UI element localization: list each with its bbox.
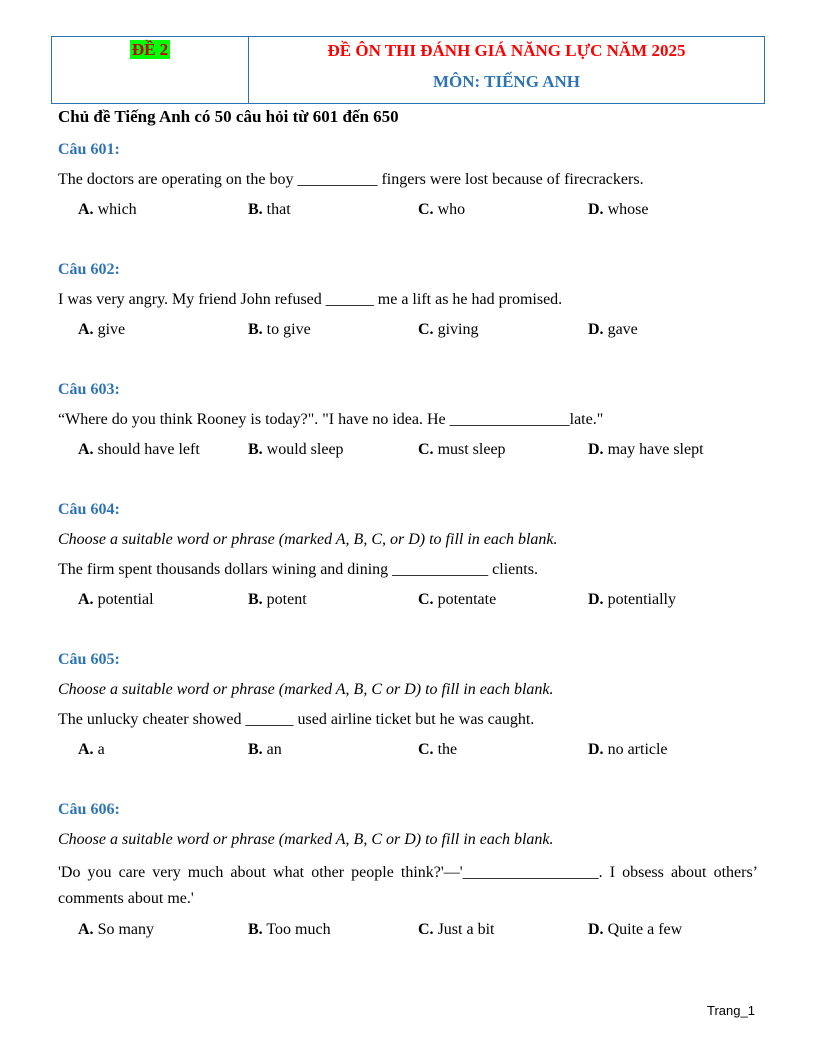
question-606 <box>58 800 758 940</box>
question-label: Câu 605: <box>58 651 120 668</box>
option-c: C. giving <box>418 321 479 338</box>
option-d: D. Quite a few <box>588 921 683 938</box>
question-603 <box>58 380 758 460</box>
option-c: C. who <box>418 201 466 218</box>
option-c: C. potentate <box>418 591 497 608</box>
option-b: B. Too much <box>248 921 331 938</box>
exam-code-badge: ĐỀ 2 <box>131 40 169 59</box>
question-604 <box>58 500 758 610</box>
answer-options <box>58 740 758 760</box>
exam-subject: MÔN: TIẾNG ANH <box>432 72 581 91</box>
question-stem: 'Do you care very much about what other people think?'—'_________________. I obsess about others’ comments about me.' <box>58 864 758 907</box>
question-stem: The firm spent thousands dollars wining and dining ____________ clients. <box>58 561 538 578</box>
question-label: Câu 602: <box>58 261 120 278</box>
question-label: Câu 601: <box>58 141 120 158</box>
question-stem: The unlucky cheater showed ______ used airline ticket but he was caught. <box>58 711 535 728</box>
question-stem: I was very angry. My friend John refused ______ me a lift as he had promised. <box>58 291 563 308</box>
question-instruction: Choose a suitable word or phrase (marked A, B, C, or D) to fill in each blank. <box>58 531 558 548</box>
option-a: A. which <box>78 201 137 218</box>
option-a: A. potential <box>78 591 154 608</box>
exam-title: ĐỀ ÔN THI ĐÁNH GIÁ NĂNG LỰC NĂM 2025 <box>327 41 686 60</box>
question-label: Câu 606: <box>58 801 120 818</box>
option-b: B. potent <box>248 591 307 608</box>
option-b: B. would sleep <box>248 441 344 458</box>
question-list <box>58 140 758 980</box>
option-a: A. should have left <box>78 441 200 458</box>
option-d: D. potentially <box>588 591 676 608</box>
question-601 <box>58 140 758 220</box>
question-label: Câu 604: <box>58 501 120 518</box>
option-b: B. that <box>248 201 291 218</box>
option-d: D. may have slept <box>588 441 704 458</box>
option-d: D. whose <box>588 201 649 218</box>
answer-options <box>58 440 758 460</box>
answer-options <box>58 920 758 940</box>
question-stem: The doctors are operating on the boy __________ fingers were lost because of firecrackers. <box>58 171 644 188</box>
option-a: A. So many <box>78 921 155 938</box>
header-table <box>51 36 765 104</box>
question-instruction: Choose a suitable word or phrase (marked A, B, C or D) to fill in each blank. <box>58 831 554 848</box>
option-d: D. gave <box>588 321 638 338</box>
exam-title-cell <box>249 37 764 103</box>
question-instruction: Choose a suitable word or phrase (marked A, B, C or D) to fill in each blank. <box>58 681 554 698</box>
page-number: Trang_1 <box>707 1003 755 1018</box>
topic-heading: Chủ đề Tiếng Anh có 50 câu hỏi từ 601 đến 650 <box>58 107 399 126</box>
answer-options <box>58 320 758 340</box>
option-c: C. must sleep <box>418 441 506 458</box>
option-c: C. the <box>418 741 458 758</box>
question-605 <box>58 650 758 760</box>
option-a: A. a <box>78 741 105 758</box>
question-602 <box>58 260 758 340</box>
option-b: B. to give <box>248 321 311 338</box>
exam-code-cell <box>52 37 249 103</box>
answer-options <box>58 590 758 610</box>
option-b: B. an <box>248 741 282 758</box>
answer-options <box>58 200 758 220</box>
question-label: Câu 603: <box>58 381 120 398</box>
option-c: C. Just a bit <box>418 921 495 938</box>
question-stem: “Where do you think Rooney is today?". "I have no idea. He _______________late." <box>58 411 604 428</box>
option-a: A. give <box>78 321 126 338</box>
option-d: D. no article <box>588 741 668 758</box>
